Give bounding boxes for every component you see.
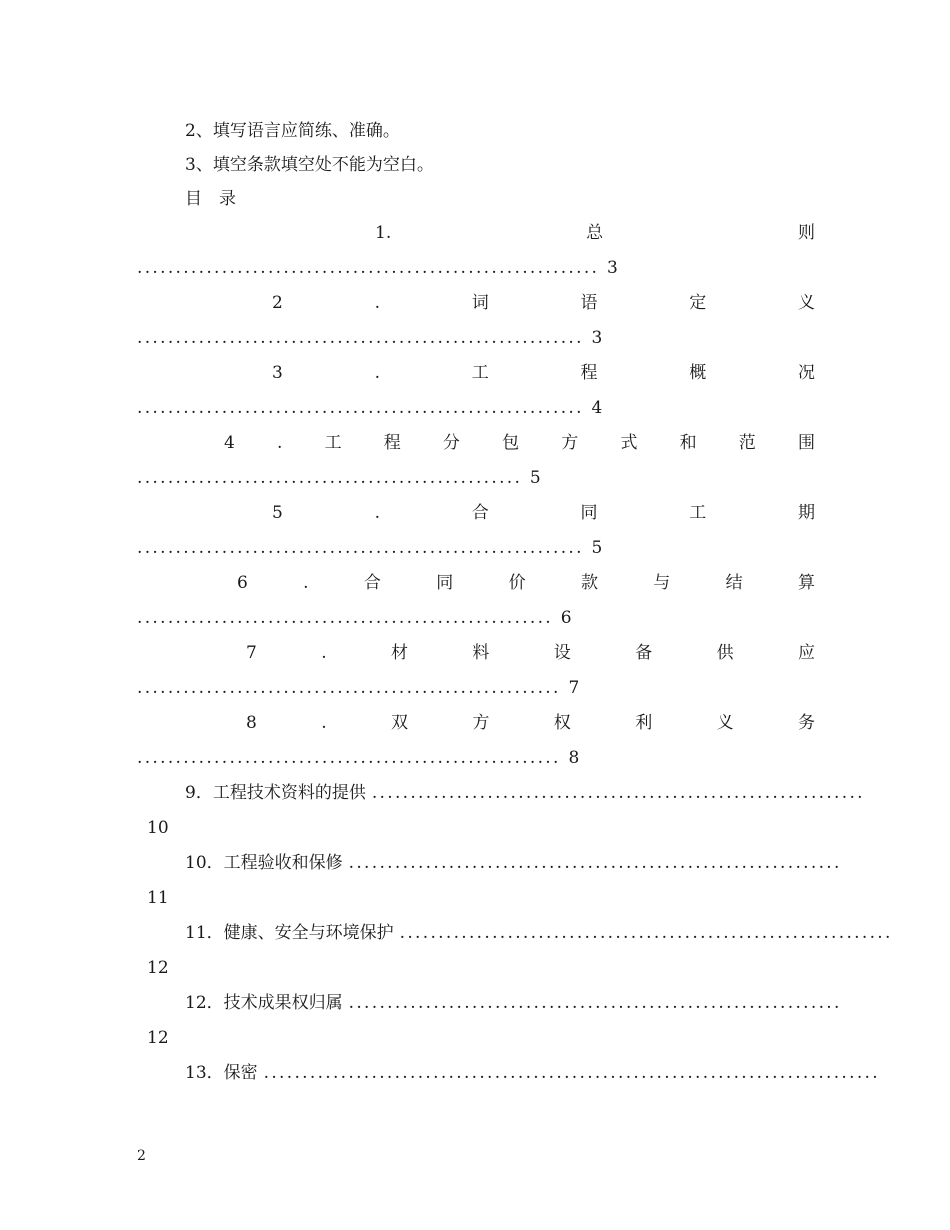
toc-char: . (321, 713, 327, 733)
toc-char: 应 (797, 643, 815, 663)
toc-entry-label: 13．保密 (185, 1063, 258, 1083)
toc-char: 与 (653, 573, 671, 593)
toc-entry-7-leader (137, 677, 582, 699)
toc-char: 工 (324, 433, 342, 453)
dot-leader: ................................................................ (371, 783, 865, 803)
toc-char: 双 (391, 713, 409, 733)
dot-leader: ................................................................ (348, 853, 842, 873)
toc-char: 1. (375, 223, 392, 243)
toc-char: 方 (561, 433, 579, 453)
dot-leader: ....................................................... (137, 678, 561, 698)
toc-char: 合 (471, 503, 489, 523)
toc-entry-8-title (246, 712, 815, 734)
toc-char: 范 (738, 433, 756, 453)
toc-entry-3-leader (137, 397, 605, 419)
toc-char: 总 (586, 223, 604, 243)
toc-entry-4-leader (137, 467, 543, 489)
toc-entry-2-title (272, 292, 815, 314)
toc-page-number: 5 (591, 538, 605, 558)
toc-char: 义 (797, 293, 815, 313)
toc-entry-label: 11．健康、安全与环境保护 (185, 923, 394, 943)
toc-char: . (374, 363, 380, 383)
toc-page-number: 3 (606, 258, 621, 278)
toc-char: 材 (391, 643, 409, 663)
toc-page-number: 10 (147, 818, 169, 838)
toc-page-number: 12 (147, 1028, 169, 1048)
toc-entry-label: 10．工程验收和保修 (185, 853, 343, 873)
toc-char: 利 (635, 713, 653, 733)
dot-leader: ................................................................................ (263, 1063, 880, 1083)
dot-leader: ................................................................ (348, 993, 842, 1013)
toc-entry-9 (185, 782, 865, 804)
dot-leader: .......................................................... (137, 398, 584, 418)
toc-entry-7-title (246, 642, 815, 664)
toc-char: 包 (502, 433, 520, 453)
toc-char: 合 (363, 573, 381, 593)
toc-char: 7 (246, 643, 257, 663)
toc-char: 同 (436, 573, 454, 593)
toc-char: 况 (797, 363, 815, 383)
toc-char: 词 (471, 293, 489, 313)
toc-char: 料 (472, 643, 490, 663)
toc-char: 和 (679, 433, 697, 453)
toc-char: . (374, 503, 380, 523)
toc-char: 语 (580, 293, 598, 313)
toc-entry-12 (185, 992, 842, 1014)
toc-entry-2-leader (137, 327, 605, 349)
toc-entry-13 (185, 1062, 880, 1084)
toc-char: 6 (237, 573, 248, 593)
toc-page-number: 5 (529, 468, 544, 488)
page-number-footer: 2 (137, 1148, 146, 1164)
toc-char: 算 (797, 573, 815, 593)
toc-char: 2 (272, 293, 283, 313)
toc-entry-1-leader (137, 257, 620, 279)
instruction-line-2: 2、填写语言应简练、准确。 (185, 121, 400, 141)
toc-char: 义 (716, 713, 734, 733)
toc-char: 备 (635, 643, 653, 663)
toc-char: 权 (553, 713, 571, 733)
toc-char: 分 (442, 433, 460, 453)
dot-leader: ....................................................... (137, 748, 561, 768)
toc-char: 3 (272, 363, 283, 383)
toc-char: 程 (580, 363, 598, 383)
toc-char: 工 (471, 363, 489, 383)
toc-entry-11 (185, 922, 893, 944)
toc-page-number: 3 (591, 328, 605, 348)
dot-leader: ................................................................ (399, 923, 893, 943)
dot-leader: ...................................................... (137, 608, 554, 628)
toc-char: 供 (716, 643, 734, 663)
toc-char: 期 (797, 503, 815, 523)
toc-char: . (303, 573, 309, 593)
toc-char: 定 (689, 293, 707, 313)
dot-leader: .................................................. (137, 468, 523, 488)
toc-entry-label: 12．技术成果权归属 (185, 993, 343, 1013)
toc-entry-6-leader (137, 607, 574, 629)
instruction-line-3: 3、填空条款填空处不能为空白。 (185, 155, 434, 175)
toc-entry-10 (185, 852, 842, 874)
toc-page-number: 6 (560, 608, 574, 628)
toc-page-number: 8 (568, 748, 582, 768)
toc-title: 目 录 (185, 189, 236, 209)
toc-entry-label: 9．工程技术资料的提供 (185, 783, 366, 803)
toc-entry-4-title (224, 432, 815, 454)
toc-entry-5-leader (137, 537, 605, 559)
toc-char: 概 (689, 363, 707, 383)
toc-char: 工 (689, 503, 707, 523)
toc-char: . (277, 433, 283, 453)
toc-char: 5 (272, 503, 283, 523)
toc-char: 同 (580, 503, 598, 523)
toc-entry-5-title (272, 502, 815, 524)
toc-char: 围 (797, 433, 815, 453)
toc-char: 价 (508, 573, 526, 593)
dot-leader: .......................................................... (137, 328, 584, 348)
toc-char: . (374, 293, 380, 313)
toc-char: 设 (553, 643, 571, 663)
toc-entry-8-leader (137, 747, 582, 769)
dot-leader: .......................................................... (137, 538, 584, 558)
dot-leader: ............................................................ (137, 258, 600, 278)
toc-page-number: 7 (568, 678, 582, 698)
toc-char: . (321, 643, 327, 663)
toc-page-number: 11 (147, 888, 169, 908)
toc-char: 8 (246, 713, 257, 733)
toc-entry-6-title (237, 572, 815, 594)
toc-page-number: 4 (591, 398, 605, 418)
toc-char: 款 (580, 573, 598, 593)
toc-char: 4 (224, 433, 235, 453)
toc-entry-3-title (272, 362, 815, 384)
toc-char: 程 (383, 433, 401, 453)
toc-char: 方 (472, 713, 490, 733)
toc-page-number: 12 (147, 958, 169, 978)
toc-char: 式 (620, 433, 638, 453)
toc-entry-1-title (375, 222, 815, 244)
toc-char: 务 (797, 713, 815, 733)
toc-char: 则 (797, 223, 815, 243)
toc-char: 结 (725, 573, 743, 593)
